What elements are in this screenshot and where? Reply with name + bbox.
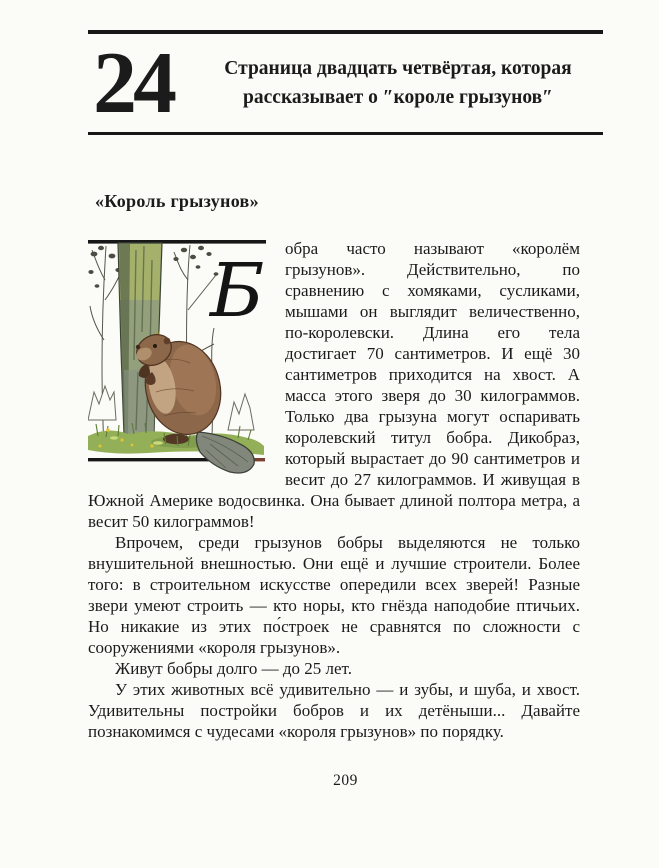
chapter-title-line1: Страница двадцать четвёртая, которая [224,58,572,79]
page-content [88,238,580,742]
beaver-illustration [88,240,268,490]
chapter-header [88,30,603,135]
beaver-nose [136,345,140,349]
drop-cap: Б [210,248,265,334]
beaver-eye [153,344,157,348]
chapter-number: 24 [93,35,173,132]
page-number: 209 [333,772,358,789]
paragraph-1: обра часто называют «королём грызунов». Действительно, по сравнению с хомяками, сусликами, мышами он выглядит величественно, по-королевски. Длина его тела достигает 70 сантиметров. И ещё 30 сантиметров приходится на хвост. А масса этого зверя до 30 килограммов. Только два грызуна могут оспаривать королевский титул бобра. Дикобраз, который вырастает до 90 сантиметров и весит до 27 килограммов. И живущая в Южной Америке водосвинка. Она бывает длиной полтора метра, а весит 50 килограммов! [88,239,580,531]
paragraph-4: У этих животных всё удивительно — и зубы, и шуба, и хвост. Удивительны постройки бобров и их детёныши... Давайте познакомимся с чудесами «короля грызунов» по порядку. [88,680,580,741]
paragraph-3: Живут бобры долго — до 25 лет. [115,659,352,678]
beaver-ear [164,338,171,345]
illustration-top-rule [88,240,266,244]
paragraph-2: Впрочем, среди грызунов бобры выделяются не только внушительной внешностью. Они ещё и лучшие строители. Более того: в строительном искусстве опередили всех зверей! Разные звери умеют строить — кто норы, кто гнёзда наподобие птичьих. Но никакие из этих по́строек не сравнятся по сложности с сооружениями «короля грызунов». [88,533,580,657]
beaver-illustration-art [88,240,268,490]
section-heading: «Король грызунов» [95,191,259,211]
chapter-title-line2: рассказывает о ″короле грызунов″ [243,87,553,108]
chapter-title [199,34,603,132]
